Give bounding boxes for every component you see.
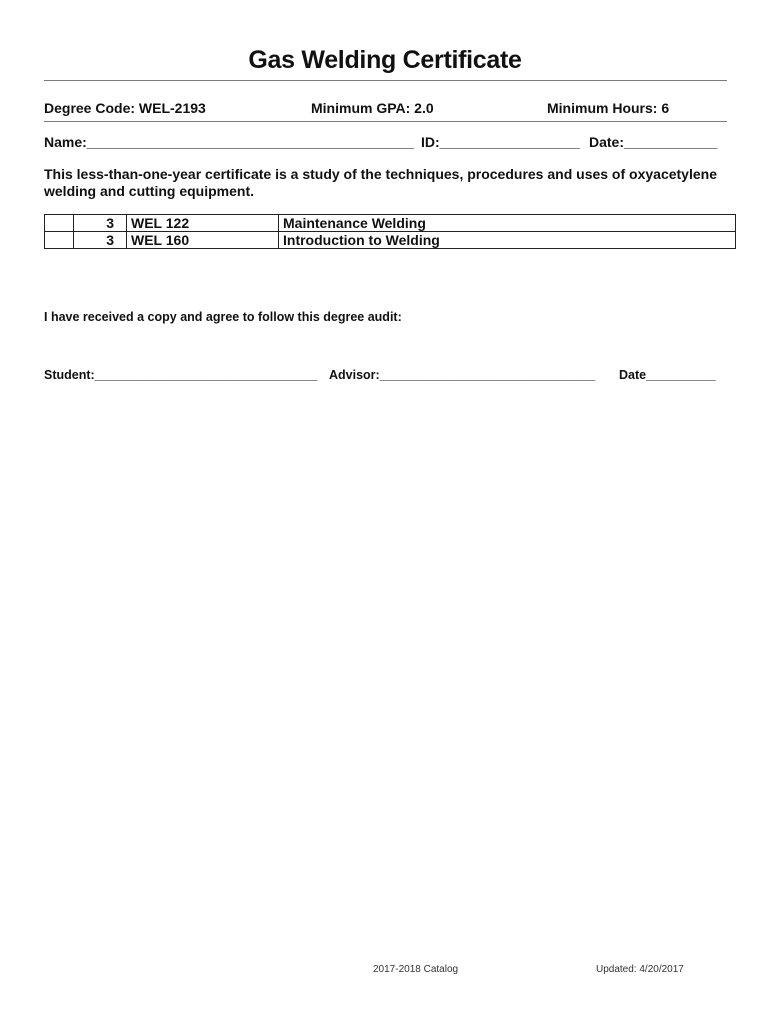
signature-date-field[interactable]: Date__________: [619, 368, 716, 382]
title-divider: [44, 80, 727, 81]
footer-catalog: 2017-2018 Catalog: [373, 964, 459, 975]
minimum-gpa: Minimum GPA: 2.0: [311, 100, 434, 116]
course-code: WEL 160: [127, 232, 279, 249]
degree-code: Degree Code: WEL-2193: [44, 100, 206, 116]
course-title: Introduction to Welding: [279, 232, 736, 249]
name-field[interactable]: Name:__________________________________________: [44, 134, 414, 150]
course-checkbox[interactable]: [45, 215, 74, 232]
id-field[interactable]: ID:__________________: [421, 134, 580, 150]
table-row: [45, 215, 736, 232]
agreement-statement: I have received a copy and agree to follow this degree audit:: [44, 310, 402, 324]
date-field[interactable]: Date:____________: [589, 134, 718, 150]
course-title: Maintenance Welding: [279, 215, 736, 232]
course-checkbox[interactable]: [45, 232, 74, 249]
student-signature-field[interactable]: Student:________________________________: [44, 368, 318, 382]
certificate-description: This less-than-one-year certificate is a study of the techniques, procedures and uses of oxyacetylene welding and cutting equipment.: [44, 166, 717, 199]
course-hours: 3: [74, 232, 127, 249]
course-code: WEL 122: [127, 215, 279, 232]
page-title: Gas Welding Certificate: [248, 46, 522, 74]
table-row: [45, 232, 736, 249]
footer-updated: Updated: 4/20/2017: [596, 964, 684, 975]
advisor-signature-field[interactable]: Advisor:_______________________________: [329, 368, 596, 382]
course-hours: 3: [74, 215, 127, 232]
course-table: [44, 214, 736, 249]
minimum-hours: Minimum Hours: 6: [547, 100, 670, 116]
header-divider: [44, 121, 727, 122]
